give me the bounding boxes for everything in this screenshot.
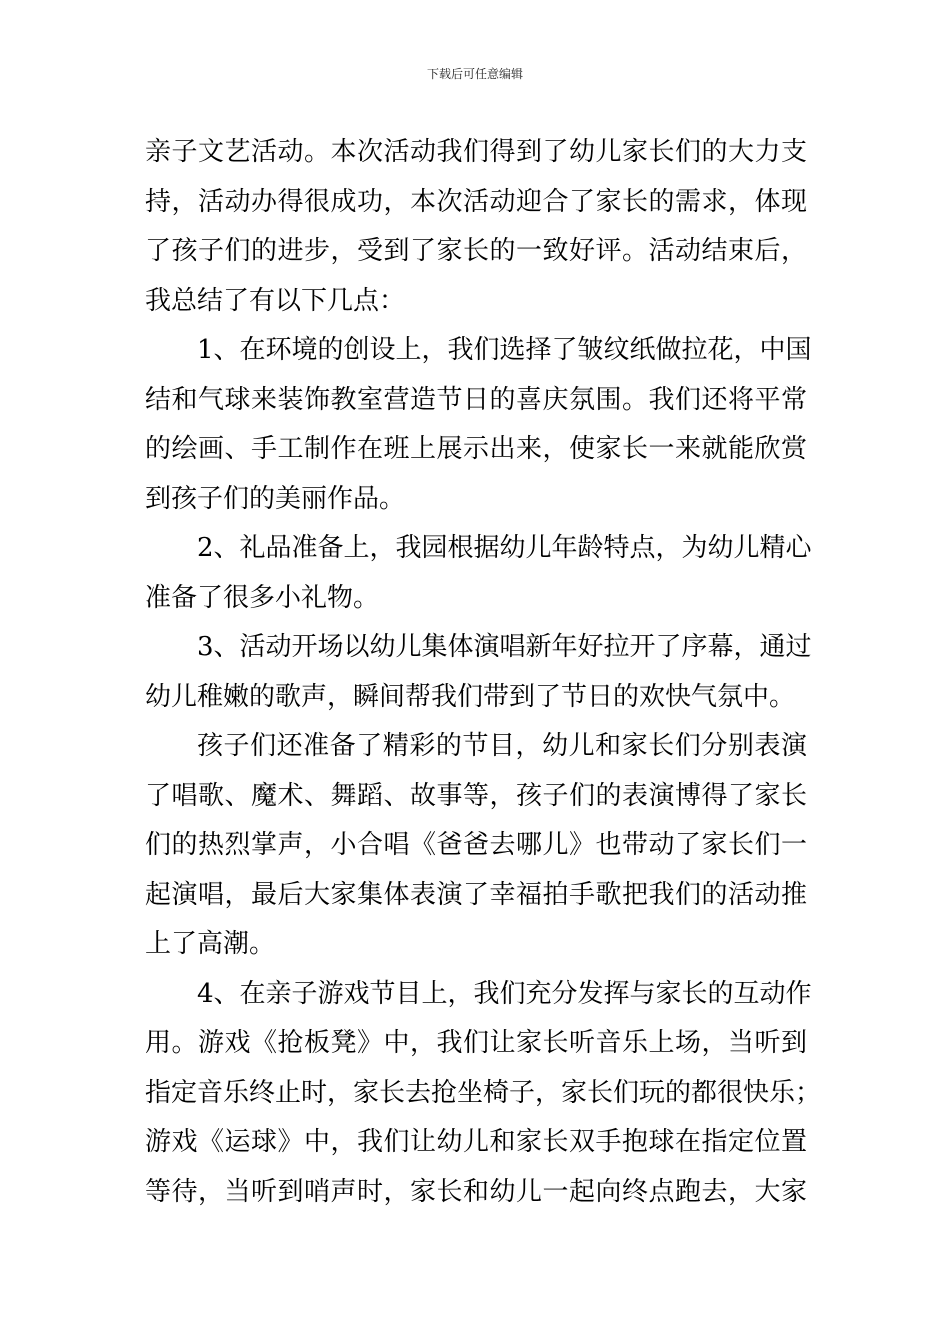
text-line: 结和气球来装饰教室营造节日的喜庆氛围。我们还将平常 bbox=[145, 384, 807, 415]
text-line: 起演唱，最后大家集体表演了幸福拍手歌把我们的活动推 bbox=[145, 879, 807, 910]
page-header: 下载后可任意编辑 bbox=[426, 67, 523, 81]
body-text bbox=[145, 128, 822, 1217]
text-line: 准备了很多小礼物。 bbox=[145, 582, 380, 613]
text-line: 3、活动开场以幼儿集体演唱新年好拉开了序幕，通过 bbox=[197, 632, 812, 662]
text-line: 持，活动办得很成功，本次活动迎合了家长的需求，体现 bbox=[145, 186, 807, 217]
text-line: 用。游戏《抢板凳》中，我们让家长听音乐上场，当听到 bbox=[145, 1028, 807, 1058]
text-line: 游戏《运球》中，我们让幼儿和家长双手抱球在指定位置 bbox=[145, 1127, 807, 1157]
text-line: 亲子文艺活动。本次活动我们得到了幼儿家长们的大力支 bbox=[145, 137, 807, 167]
text-line: 了唱歌、魔术、舞蹈、故事等，孩子们的表演博得了家长 bbox=[145, 780, 807, 811]
text-line: 我总结了有以下几点： bbox=[145, 285, 406, 316]
text-line: 上了高潮。 bbox=[145, 929, 276, 959]
text-line: 指定音乐终止时，家长去抢坐椅子，家长们玩的都很快乐； bbox=[145, 1077, 822, 1108]
text-line: 等待，当听到哨声时，家长和幼儿一起向终点跑去，大家 bbox=[145, 1176, 807, 1207]
text-line: 到孩子们的美丽作品。 bbox=[145, 483, 406, 514]
text-line: 了孩子们的进步，受到了家长的一致好评。活动结束后， bbox=[145, 236, 807, 266]
text-line: 2、礼品准备上，我园根据幼儿年龄特点，为幼儿精心 bbox=[197, 533, 812, 563]
text-line: 孩子们还准备了精彩的节目，幼儿和家长们分别表演 bbox=[197, 731, 807, 761]
text-line: 幼儿稚嫩的歌声，瞬间帮我们带到了节日的欢快气氛中。 bbox=[145, 681, 796, 712]
text-line: 的绘画、手工制作在班上展示出来，使家长一来就能欣赏 bbox=[145, 434, 807, 464]
text-line: 1、在环境的创设上，我们选择了皱纹纸做拉花，中国 bbox=[197, 335, 812, 365]
text-line: 们的热烈掌声，小合唱《爸爸去哪儿》也带动了家长们一 bbox=[145, 830, 807, 860]
text-line: 4、在亲子游戏节目上，我们充分发挥与家长的互动作 bbox=[197, 978, 812, 1009]
